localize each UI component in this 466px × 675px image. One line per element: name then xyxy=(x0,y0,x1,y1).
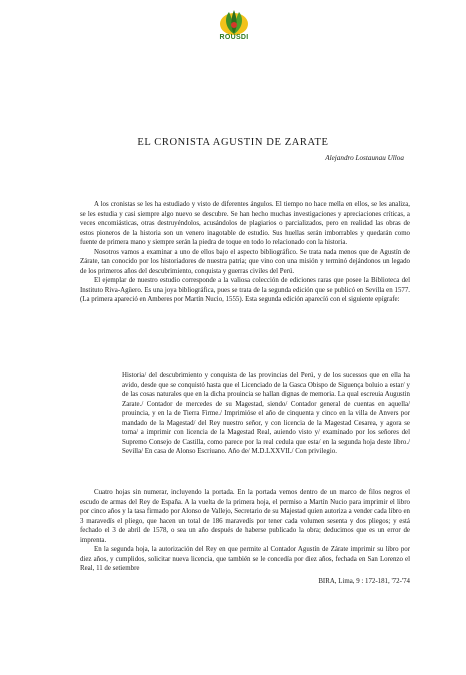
logo-text: ROUSDI xyxy=(219,34,249,41)
body-text-intro xyxy=(80,200,410,305)
paragraph: El ejemplar de nuestro estudio corresponde a la valiosa colección de ediciones raras que posee la Biblioteca del Instituto Riva-Agüero. Es una joya bibliográfica, pues se trata de la segunda edición que se publicó en Sevilla en 1577. (La primera apareció en Amberes por Martín Nucio, 1555). Esta segunda edición aparecíó con el siguiente epígrafe: xyxy=(80,277,410,304)
paragraph: En la segunda hoja, la autorización del Rey en que permite al Contador Agustín de Zárate imprimir su libro por diez años, y cumplidos, solicitar nueva licencia, que también se le concedía por diez años, fechada en San Lorenzo el Real, 11 de setiembre xyxy=(80,546,410,573)
paragraph: Cuatro hojas sin numerar, incluyendo la portada. En la portada vemos dentro de un marco de filos negros el escudo de armas del Rey de España. A la vuelta de la primera hoja, el permiso a Martín Nucio para imprimir el libro por cinco años y la tasa firmado por Alonso de Vallejo, Secretario de su Majestad quien autoriza a vender cada libro en 3 maravedís el pliego, que hacen un total de 186 maravedís por tener cada volumen sesenta y dos pliegos; y está fechado el 3 de abril de 1578, o sea un año después de haberse publicado la obra; deducimos que es un error de imprenta. xyxy=(80,489,410,544)
journal-citation: BIRA, Lima, 9 : 172-181, '72-'74 xyxy=(318,578,410,585)
article-title: EL CRONISTA AGUSTIN DE ZARATE xyxy=(137,137,329,148)
block-quote: Historia/ del descubrimiento y conquista de las provincias del Perú, y de los sucessos que en ella ha avido, desde que se conquistó hasta que el Licenciado de la Gasca Obispo de Siguença boluio a estar/ y de las cosas naturales que en la dicha prouincia se hallan dignas de memoria. La qual escreuia Augustin Zarate./ Contador de mercedes de su Magestad, siendo/ Contador general de cuentas en aquella/ prouincia, y en la de Tierra Firme./ Imprimióse el año de cinquenta y cinco en la villa de Anvers por mandado de la Magestad/ del Rey nuestro señor, y con licencia de la Magestad Cesarea, y agora se torna/ a imprimir con licencia de la Magestad Real, auiendo visto y/ examinado por los señores del Supremo Consejo de Castilla, como parece por la real cedula que esta/ en la segunda hoja deste libro./ Sevilla/ En casa de Alonso Escriuano. Año de/ M.D.LXXVII./ Con privilegio. xyxy=(122,372,410,455)
paragraph: A los cronistas se les ha estudiado y visto de diferentes ángulos. El tiempo no hace mella en ellos, se les analiza, se les estudia y casi siempre algo nuevo se descubre. Se han hecho muchas investigaciones y apreciaciones críticas, a veces encomiásticas, otras destruyéndolos, acusándolos de plagiarios o parcializados, pero en realidad las obras de estos pioneros de la historia son un venero inagotable de estudio. Sus huellas serán imborrables y quedarán como fuente de primera mano y siempre serán la piedra de toque en todo lo relacionado con la historia. xyxy=(80,201,410,247)
paragraph: Nosotros vamos a examinar a uno de ellos bajo el aspecto bibliográfico. Se trata nada menos que de Agustín de Zárate, tan conocido por los historiadores de nuestra patria; que vino con una misión y terminó dejándonos un legado de los primeros años del descubrimiento, conquista y guerras civiles del Perú. xyxy=(80,248,410,275)
author-name: Alejandro Lostaunau Ulloa xyxy=(325,154,404,162)
body-text-continuation xyxy=(80,488,410,574)
